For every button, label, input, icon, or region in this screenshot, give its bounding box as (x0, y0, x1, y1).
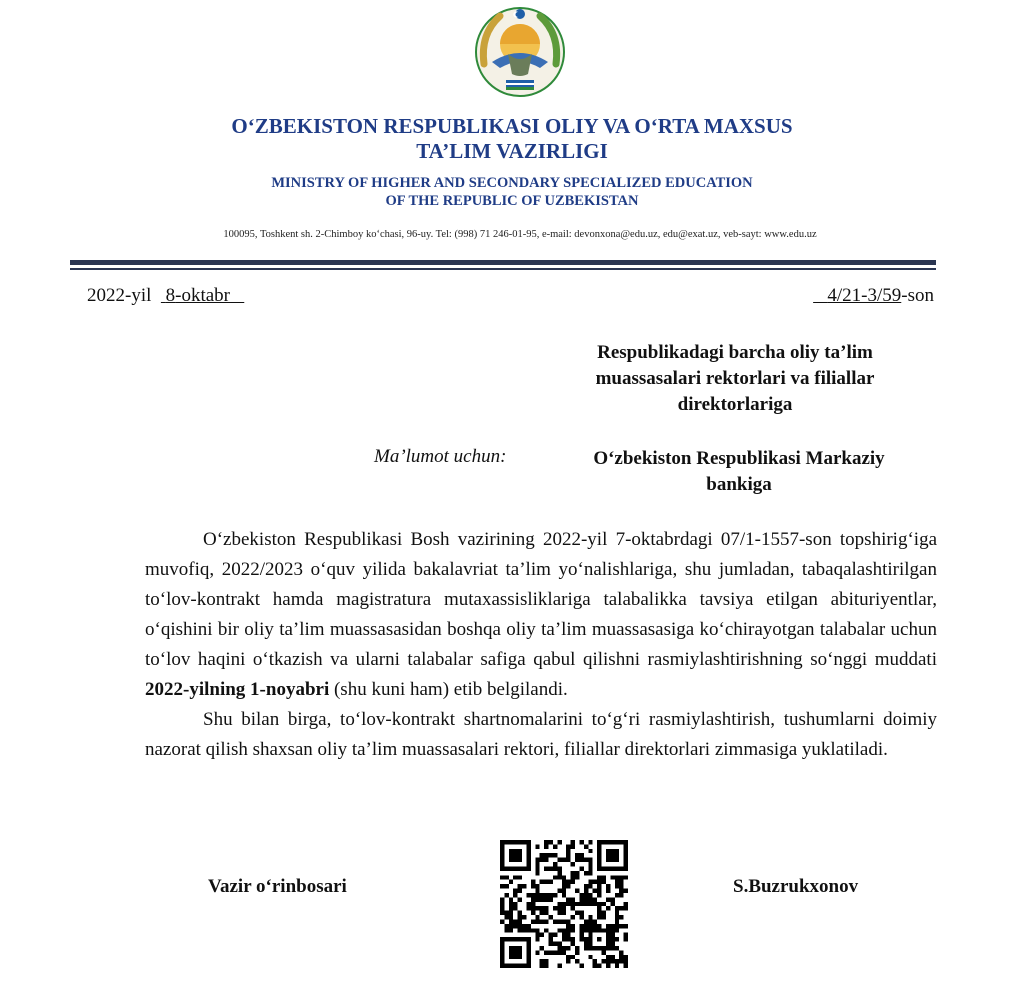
body-paragraph-2: Shu bilan birga, to‘lov-kontrakt shartnomalarini to‘g‘ri rasmiylashtirish, tushumlarni doimiy nazorat qilish shaxsan oliy ta’lim muassasalari rektori, filiallar direktorlari zimmasiga yuklatiladi. (145, 709, 937, 760)
reference-suffix: -son (901, 285, 934, 306)
date-day-month (161, 285, 244, 306)
letter-body (145, 525, 937, 765)
reference-number: 4/21-3/59 (827, 285, 902, 306)
reference-number-wrap (813, 285, 901, 306)
for-info-recipient (548, 446, 930, 498)
deadline-date: 2022-yilning 1-noyabri (145, 679, 330, 700)
signatory-role: Vazir o‘rinbosari (208, 876, 347, 897)
body-p1-start: O‘zbekiston Respublikasi Bosh vazirining 2022-yil 7-oktabrdagi 07/1-1557-son topshirig‘iga muvofiq, 2022/2023 o‘quv yilida bakalavriat ta’lim yo‘nalishlariga, shu jumladan, tabaqalashtirilgan to‘lov-kontrakt hamda magistratura mutaxassisliklariga talabalikka tavsiya etilgan abituriyentlar, o‘qishini bir oliy ta’lim muassasasidan boshqa oliy ta’lim muassasasiga ko‘chirayotgan talabalar uchun to‘lov haqini o‘tkazish va ularni talabalar safiga qabul qilishni rasmiylashtirishning so‘nggi muddati (145, 529, 937, 670)
header-divider-thin (70, 268, 936, 270)
qr-code-icon (500, 840, 628, 968)
date-month: -oktabr (175, 285, 231, 306)
ministry-address: 100095, Toshkent sh. 2-Chimboy ko‘chasi, 96-uy. Tel: (998) 71 246-01-95, e-mail: devonxona@edu.uz, edu@exat.uz, veb-sayt: www.edu.uz (223, 229, 817, 240)
header-divider-thick (70, 260, 936, 265)
for-info-line2: bankiga (706, 474, 772, 495)
addressee-line2: muassasalari rektorlari va filiallar (595, 368, 875, 389)
for-info-line1: O‘zbekiston Respublikasi Markaziy (593, 448, 885, 469)
document-reference (813, 285, 934, 307)
date-year: 2022-yil (87, 285, 152, 306)
date-day: 8 (165, 285, 176, 306)
ministry-name-uz-line1: O‘ZBEKISTON RESPUBLIKASI OLIY VA O‘RTA MAXSUS (231, 114, 793, 138)
document-date (87, 285, 244, 307)
addressee-line1: Respublikadagi barcha oliy ta’lim (597, 342, 873, 363)
addressee-line3: direktorlariga (677, 394, 793, 415)
state-emblem-icon (470, 4, 570, 100)
body-paragraph-1 (145, 525, 937, 705)
for-info-label: Ma’lumot uchun: (374, 446, 507, 467)
ministry-name-en (0, 174, 1024, 210)
ministry-name-uz-line2: TA’LIM VAZIRLIGI (416, 139, 608, 163)
body-p1-end: (shu kuni ham) etib belgilandi. (329, 679, 568, 700)
ministry-name-en-line1: MINISTRY OF HIGHER AND SECONDARY SPECIALIZED EDUCATION (271, 175, 753, 191)
addressee-block (540, 340, 930, 418)
signatory-name: S.Buzrukxonov (733, 876, 859, 897)
ministry-name-uz (0, 114, 1024, 164)
ministry-name-en-line2: OF THE REPUBLIC OF UZBEKISTAN (385, 193, 639, 209)
